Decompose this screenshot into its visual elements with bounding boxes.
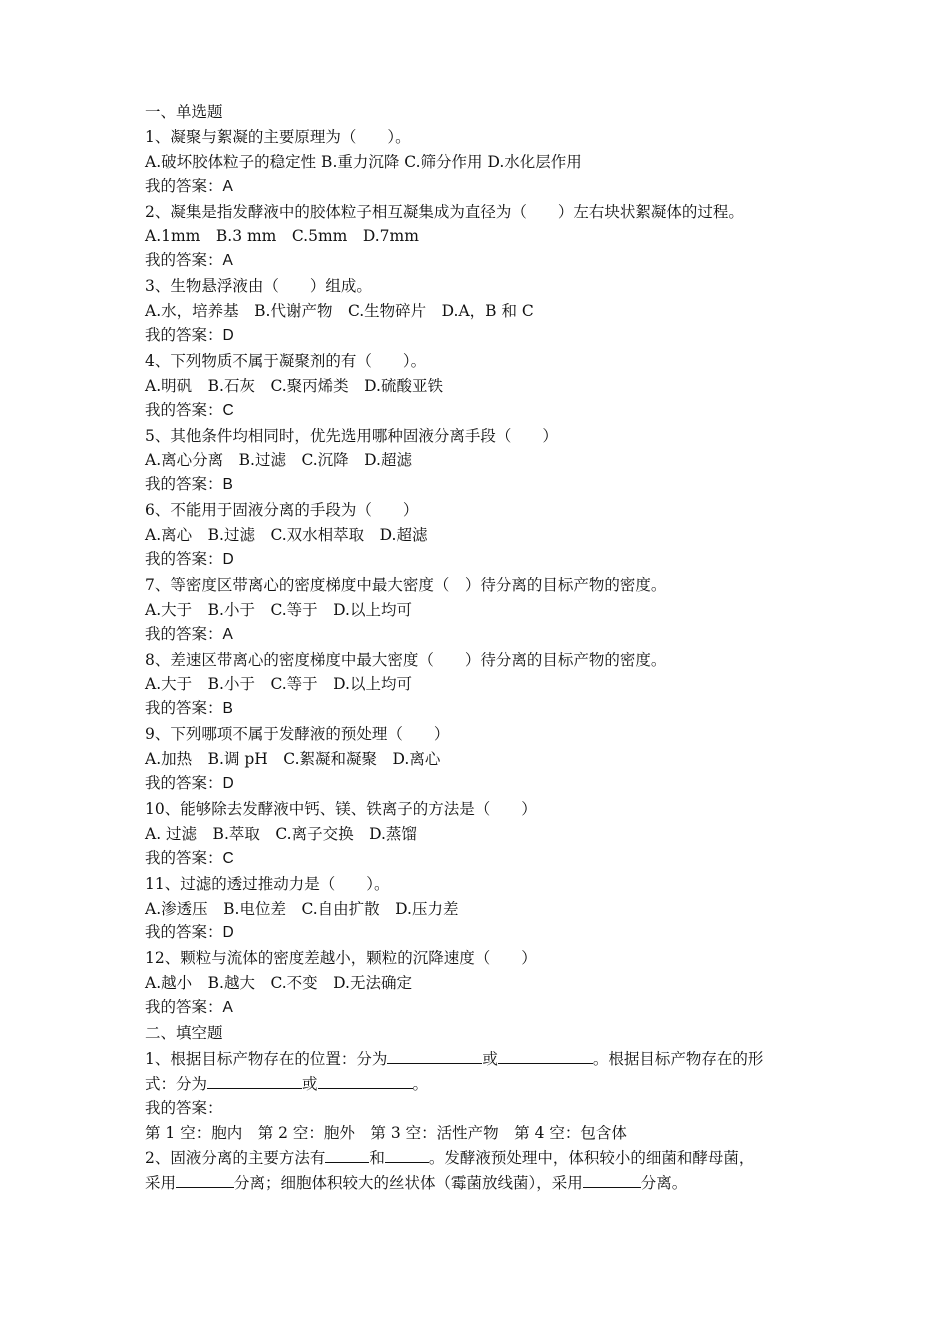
- question-text: 9、下列哪项不属于发酵液的预处理（ ）: [145, 725, 450, 744]
- question-text: 8、差速区带离心的密度梯度中最大密度（ ）待分离的目标产物的密度。: [145, 650, 667, 669]
- my-answer: 我的答案：D: [145, 775, 234, 793]
- question-text: 3、生物悬浮液由（ ）组成。: [145, 277, 372, 296]
- my-answer: 我的答案：A: [145, 625, 233, 643]
- blank-line: [176, 1170, 234, 1188]
- my-answer: 我的答案：C: [145, 849, 234, 867]
- document-page: [145, 100, 825, 1195]
- fill-question-text: 2、固液分离的主要方法有: [145, 1149, 326, 1168]
- question-5: [145, 424, 825, 499]
- blank-line: [385, 1145, 429, 1163]
- question-9: [145, 722, 825, 797]
- blank-line: [583, 1170, 641, 1188]
- fill-question-2: [145, 1145, 825, 1195]
- question-11: [145, 872, 825, 947]
- my-answer: 我的答案：A: [145, 252, 233, 270]
- fill-question-text: 。根据目标产物存在的形: [592, 1049, 764, 1068]
- question-3: [145, 274, 825, 349]
- my-answer: 我的答案：A: [145, 999, 233, 1017]
- blank-line: [318, 1071, 413, 1089]
- fill-question-1: [145, 1046, 825, 1146]
- question-options: A.渗透压 B.电位差 C.自由扩散 D.压力差: [145, 899, 459, 918]
- my-answer: 我的答案：A: [145, 177, 233, 195]
- fill-question-text: 或: [302, 1074, 318, 1093]
- question-options: A. 过滤 B.萃取 C.离子交换 D.蒸馏: [145, 824, 417, 843]
- question-text: 6、不能用于固液分离的手段为（ ）: [145, 501, 419, 520]
- fill-question-text: 和: [369, 1149, 385, 1168]
- question-options: A.离心分离 B.过滤 C.沉降 D.超滤: [145, 451, 412, 470]
- question-options: A.越小 B.越大 C.不变 D.无法确定: [145, 974, 412, 993]
- my-answer: 我的答案：D: [145, 551, 234, 569]
- section-title-fill-blank: 二、填空题: [145, 1023, 223, 1042]
- my-answer-values: 第 1 空：胞内 第 2 空：胞外 第 3 空：活性产物 第 4 空：包含体: [145, 1123, 627, 1142]
- question-2: [145, 200, 825, 275]
- my-answer: 我的答案：B: [145, 476, 233, 494]
- my-answer-label: 我的答案：: [145, 1098, 223, 1117]
- question-options: A.大于 B.小于 C.等于 D.以上均可: [145, 675, 412, 694]
- section-title-single-choice: 一、单选题: [145, 103, 223, 121]
- blank-line: [498, 1046, 593, 1064]
- question-text: 4、下列物质不属于凝聚剂的有（ ）。: [145, 351, 427, 370]
- fill-question-text: 式：分为: [145, 1074, 208, 1093]
- question-options: A.明矾 B.石灰 C.聚丙烯类 D.硫酸亚铁: [145, 376, 443, 395]
- fill-question-text: 分离；细胞体积较大的丝状体（霉菌放线菌），采用: [234, 1174, 583, 1193]
- my-answer: 我的答案：D: [145, 924, 234, 942]
- question-text: 10、能够除去发酵液中钙、镁、铁离子的方法是（ ）: [145, 799, 537, 818]
- question-10: [145, 797, 825, 872]
- question-options: A.破坏胶体粒子的稳定性 B.重力沉降 C.筛分作用 D.水化层作用: [145, 152, 582, 171]
- fill-question-line: [145, 1046, 825, 1071]
- my-answer: 我的答案：C: [145, 401, 234, 419]
- fill-question-text: 。发酵液预处理中，体积较小的细菌和酵母菌，: [428, 1149, 755, 1168]
- question-options: A.加热 B.调 pH C.絮凝和凝聚 D.离心: [145, 750, 441, 769]
- fill-question-text: 1、根据目标产物存在的位置：分为: [145, 1049, 388, 1068]
- fill-question-text: 采用: [145, 1174, 177, 1193]
- question-options: A.1mm B.3 mm C.5mm D.7mm: [145, 227, 419, 246]
- question-text: 2、凝集是指发酵液中的胶体粒子相互凝集成为直径为（ ）左右块状絮凝体的过程。: [145, 202, 744, 221]
- question-6: [145, 498, 825, 573]
- question-12: [145, 946, 825, 1021]
- fill-question-line: [145, 1071, 825, 1096]
- question-text: 1、凝聚与絮凝的主要原理为（ ）。: [145, 127, 411, 146]
- question-text: 5、其他条件均相同时，优先选用哪种固液分离手段（ ）: [145, 426, 558, 445]
- question-text: 11、过滤的透过推动力是（ ）。: [145, 874, 390, 893]
- question-text: 7、等密度区带离心的密度梯度中最大密度（ ）待分离的目标产物的密度。: [145, 575, 667, 594]
- blank-line: [207, 1071, 302, 1089]
- fill-question-line: [145, 1170, 825, 1195]
- my-answer: 我的答案：D: [145, 327, 234, 345]
- question-1: [145, 125, 825, 200]
- question-7: [145, 573, 825, 648]
- fill-question-text: 或: [482, 1049, 498, 1068]
- question-options: A.大于 B.小于 C.等于 D.以上均可: [145, 600, 412, 619]
- question-8: [145, 648, 825, 723]
- blank-line: [325, 1145, 369, 1163]
- question-options: A.水，培养基 B.代谢产物 C.生物碎片 D.A，B 和 C: [145, 302, 534, 321]
- fill-question-line: [145, 1145, 825, 1170]
- question-text: 12、颗粒与流体的密度差越小，颗粒的沉降速度（ ）: [145, 949, 537, 968]
- question-4: [145, 349, 825, 424]
- fill-question-text: 分离。: [640, 1174, 688, 1193]
- my-answer: 我的答案：B: [145, 700, 233, 718]
- fill-question-text: 。: [412, 1074, 429, 1093]
- question-options: A.离心 B.过滤 C.双水相萃取 D.超滤: [145, 526, 428, 545]
- blank-line: [387, 1046, 482, 1064]
